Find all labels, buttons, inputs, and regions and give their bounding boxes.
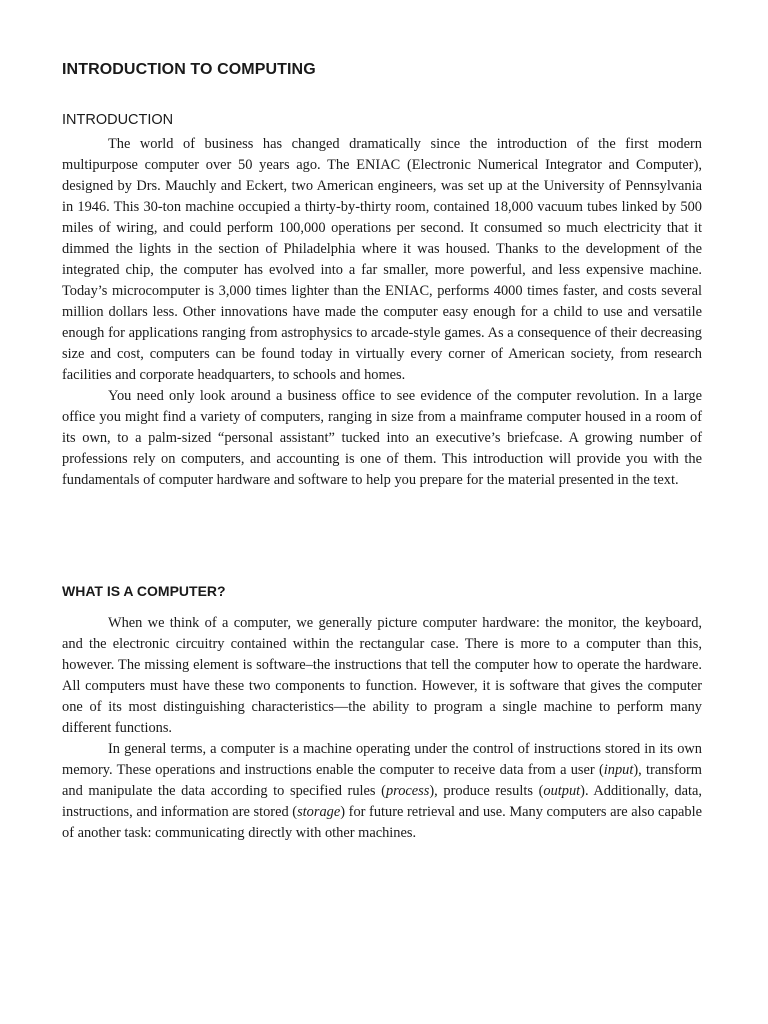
section-body-introduction xyxy=(62,134,702,491)
paragraph xyxy=(62,613,702,739)
text-run: When we think of a computer, we generally picture computer hardware: the monitor, the keyboard, and the electronic circuitry contained within the rectangular case. There is more to a computer than this, however. The missing element is software–the instructions that tell the computer how to operate the hardware. All computers must have these two components to function. However, it is software that gives the computer one of its most distinguishing characteristics—the ability to program a single machine to perform many different functions. xyxy=(62,615,702,736)
section-heading-what-is-a-computer: WHAT IS A COMPUTER? xyxy=(62,583,226,599)
text-run: ). Additionally, data, instructions, and information are stored ( xyxy=(62,783,702,820)
text-run: ), produce results ( xyxy=(429,783,544,799)
paragraph xyxy=(62,386,702,491)
text-run: You need only look around a business office to see evidence of the computer revolution. In a large office you might find a variety of computers, ranging in size from a mainframe computer housed in a room of its own, to a palm-sized “personal assistant” tucked into an executive’s briefcase. A growing number of professions rely on computers, and accounting is one of them. This introduction will provide you with the fundamentals of computer hardware and software to help you prepare for the material presented in the text. xyxy=(62,388,702,488)
text-run: In general terms, a computer is a machine operating under the control of instructions stored in its own memory. These operations and instructions enable the computer to receive data from a user ( xyxy=(62,741,702,778)
text-run: ) for future retrieval and use. Many computers are also capable of another task: communicating directly with other machines. xyxy=(62,804,702,841)
text-run: The world of business has changed dramatically since the introduction of the first modern multipurpose computer over 50 years ago. The ENIAC (Electronic Numerical Integrator and Computer), designed by Drs. Mauchly and Eckert, two American engineers, was set up at the University of Pennsylvania in 1946. This 30-ton machine occupied a thirty-by-thirty room, contained 18,000 vacuum tubes linked by 500 miles of wiring, and could perform 100,000 operations per second. It consumed so much electricity that it dimmed the lights in the section of Philadelphia where it was housed. Thanks to the development of the integrated chip, the computer has evolved into a far smaller, more powerful, and less expensive machine. Today’s microcomputer is 3,000 times lighter than the ENIAC, performs 4000 times faster, and costs several million dollars less. Other innovations have made the computer easy enough for a child to use and versatile enough for applications ranging from astrophysics to arcade-style games. As a consequence of their decreasing size and cost, computers can be found today in virtually every corner of American society, from research facilities and corporate headquarters, to schools and homes. xyxy=(62,136,702,383)
document-title: INTRODUCTION TO COMPUTING xyxy=(62,61,316,78)
text-run: ), transform and manipulate the data according to specified rules ( xyxy=(62,762,703,799)
italic-term: input xyxy=(603,762,634,778)
paragraph xyxy=(62,134,702,386)
section-body-what-is-a-computer xyxy=(62,613,702,844)
section-heading-introduction: INTRODUCTION xyxy=(62,112,174,128)
italic-term: process xyxy=(385,783,430,799)
italic-term: storage xyxy=(297,804,341,820)
italic-term: output xyxy=(543,783,581,799)
paragraph xyxy=(62,739,702,844)
